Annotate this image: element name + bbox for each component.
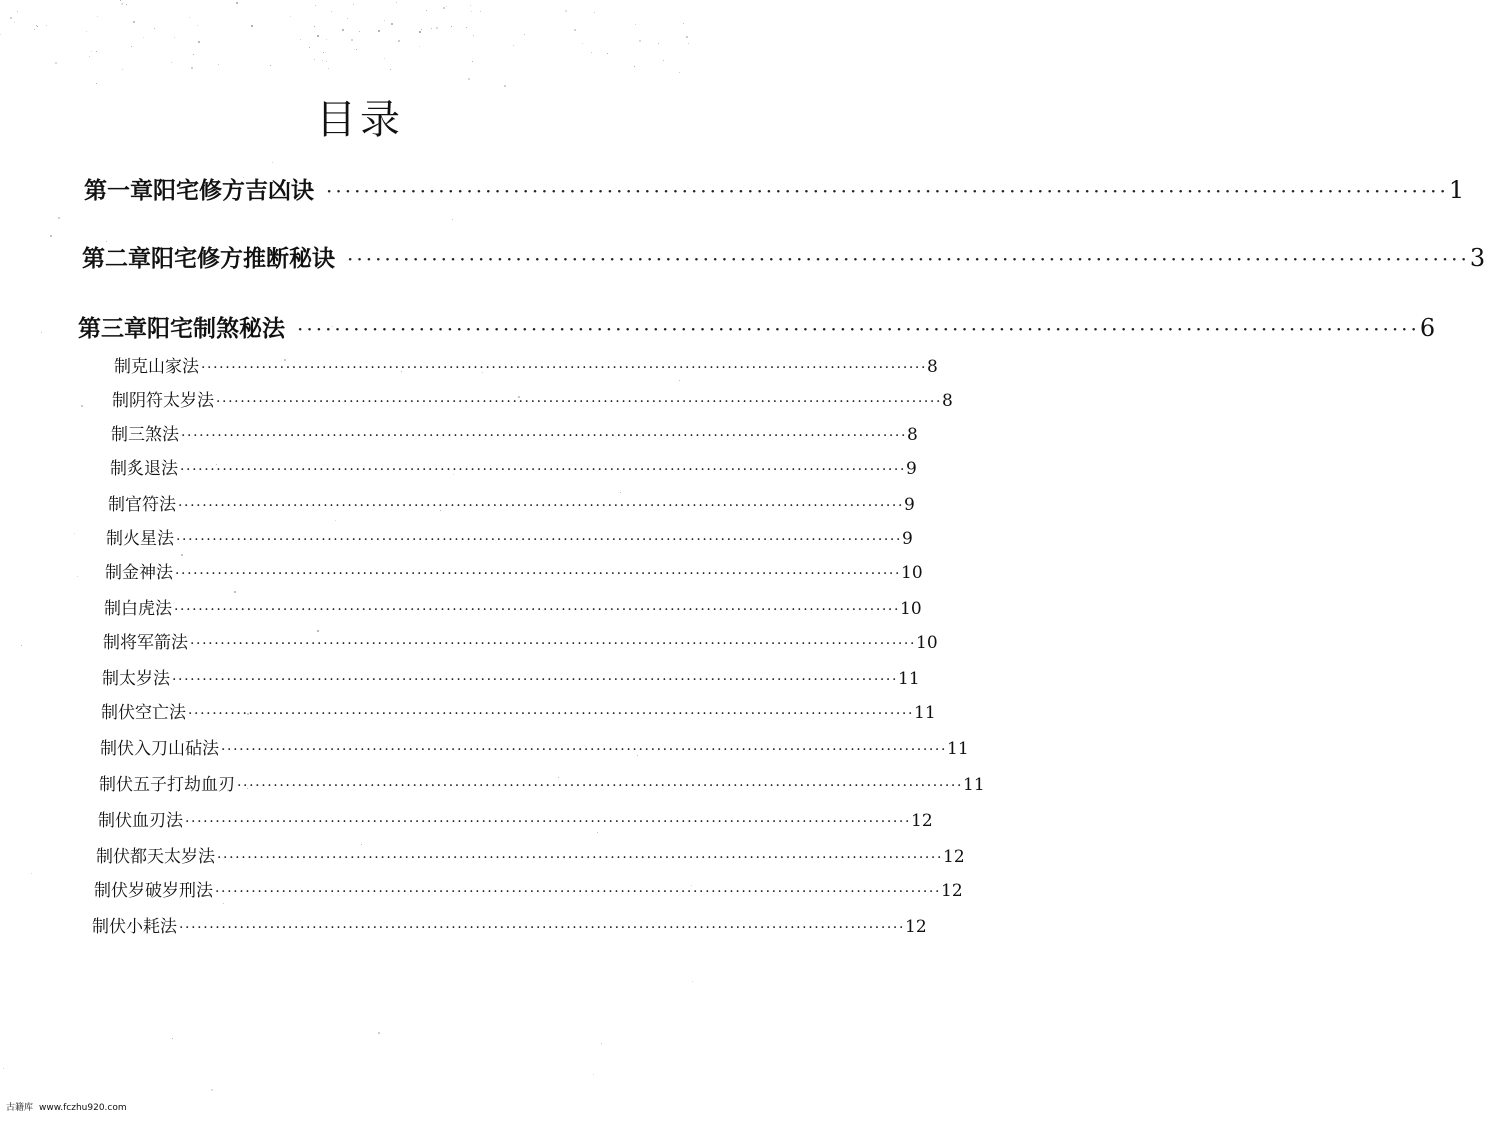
dot-leader: ························································································································ [237, 778, 964, 794]
dot-leader: ························································································································ [172, 672, 899, 688]
section-page-number: 11 [898, 669, 920, 689]
toc-section[interactable] [103, 628, 938, 653]
page-title: 目录 [316, 97, 404, 143]
section-name: 制官符法 [108, 495, 176, 515]
toc-section[interactable] [102, 664, 920, 689]
toc-section[interactable] [96, 842, 965, 867]
section-name: 制炙退法 [110, 459, 178, 479]
dot-leader: ························································································································ [185, 814, 912, 830]
dot-leader: ························································································································ [178, 498, 905, 514]
section-name: 制伏都天太岁法 [96, 847, 215, 867]
section-name: 制阴符太岁法 [112, 391, 214, 411]
section-page-number: 12 [941, 881, 963, 901]
toc-chapter-1[interactable] [84, 172, 1465, 205]
toc-section[interactable] [100, 734, 969, 759]
section-page-number: 12 [943, 847, 965, 867]
dot-leader: ························································································································ [297, 317, 1420, 341]
section-name: 制伏岁破岁刑法 [94, 881, 213, 901]
dot-leader: ························································································································ [217, 850, 944, 866]
section-page-number: 11 [914, 703, 936, 723]
section-name: 制将军箭法 [103, 633, 188, 653]
section-page-number: 10 [900, 599, 922, 619]
chapter-page-number: 6 [1419, 314, 1436, 342]
dot-leader: ························································································································ [215, 884, 942, 900]
dot-leader: ························································································································ [216, 394, 943, 410]
section-name: 制伏入刀山砧法 [100, 739, 219, 759]
site-url[interactable]: www.fczhu920.com [39, 1103, 127, 1113]
section-page-number: 11 [963, 775, 985, 795]
dot-leader: ························································································································ [180, 462, 907, 478]
chapter-number: 第二章 [82, 246, 151, 272]
toc-section[interactable] [105, 558, 923, 583]
dot-leader: ························································································································ [181, 428, 908, 444]
chapter-number: 第三章 [78, 316, 147, 342]
toc-section[interactable] [99, 770, 985, 795]
chapter-name: 阳宅制煞秘法 [147, 316, 285, 342]
section-page-number: 8 [927, 357, 938, 377]
dot-leader: ························································································································ [179, 920, 906, 936]
section-page-number: 9 [906, 459, 917, 479]
section-name: 制伏血刃法 [98, 811, 183, 831]
dot-leader: ························································································································ [201, 360, 928, 376]
watermark-footer [6, 1100, 127, 1113]
dot-leader: ························································································································ [347, 247, 1470, 271]
chapter-name: 阳宅修方吉凶诀 [153, 178, 314, 204]
section-page-number: 9 [904, 495, 915, 515]
chapter-name: 阳宅修方推断秘诀 [151, 246, 335, 272]
section-page-number: 12 [905, 917, 927, 937]
section-name: 制太岁法 [102, 669, 170, 689]
toc-section[interactable] [104, 594, 922, 619]
toc-section[interactable] [94, 876, 963, 901]
section-page-number: 8 [907, 425, 918, 445]
toc-section[interactable] [101, 698, 936, 723]
section-page-number: 9 [902, 529, 913, 549]
dot-leader: ························································································································ [176, 532, 903, 548]
section-name: 制白虎法 [104, 599, 172, 619]
toc-section[interactable] [92, 912, 927, 937]
chapter-page-number: 3 [1469, 244, 1485, 272]
chapter-page-number: 1 [1448, 176, 1465, 204]
section-name: 制克山家法 [114, 357, 199, 377]
toc-chapter-2[interactable] [82, 240, 1485, 273]
dot-leader: ························································································································ [221, 742, 948, 758]
toc-section[interactable] [98, 806, 933, 831]
section-name: 制金神法 [105, 563, 173, 583]
section-page-number: 11 [947, 739, 969, 759]
section-page-number: 10 [901, 563, 923, 583]
dot-leader: ························································································································ [175, 566, 902, 582]
toc-section[interactable] [110, 454, 917, 479]
section-name: 制三煞法 [111, 425, 179, 445]
dot-leader: ························································································································ [188, 706, 915, 722]
site-name: 古籍库 [6, 1103, 34, 1113]
section-name: 制伏空亡法 [101, 703, 186, 723]
toc-section[interactable] [108, 490, 915, 515]
toc-section[interactable] [111, 420, 918, 445]
dot-leader: ························································································································ [174, 602, 901, 618]
dot-leader: ························································································································ [326, 179, 1449, 203]
chapter-number: 第一章 [84, 178, 153, 204]
section-name: 制伏五子打劫血刃 [99, 775, 235, 795]
section-name: 制伏小耗法 [92, 917, 177, 937]
section-page-number: 10 [916, 633, 938, 653]
section-name: 制火星法 [106, 529, 174, 549]
section-page-number: 12 [911, 811, 933, 831]
dot-leader: ························································································································ [190, 636, 917, 652]
section-page-number: 8 [942, 391, 953, 411]
toc-chapter-3[interactable] [78, 310, 1436, 343]
toc-section[interactable] [114, 352, 938, 377]
toc-section[interactable] [112, 386, 953, 411]
toc-section[interactable] [106, 524, 913, 549]
